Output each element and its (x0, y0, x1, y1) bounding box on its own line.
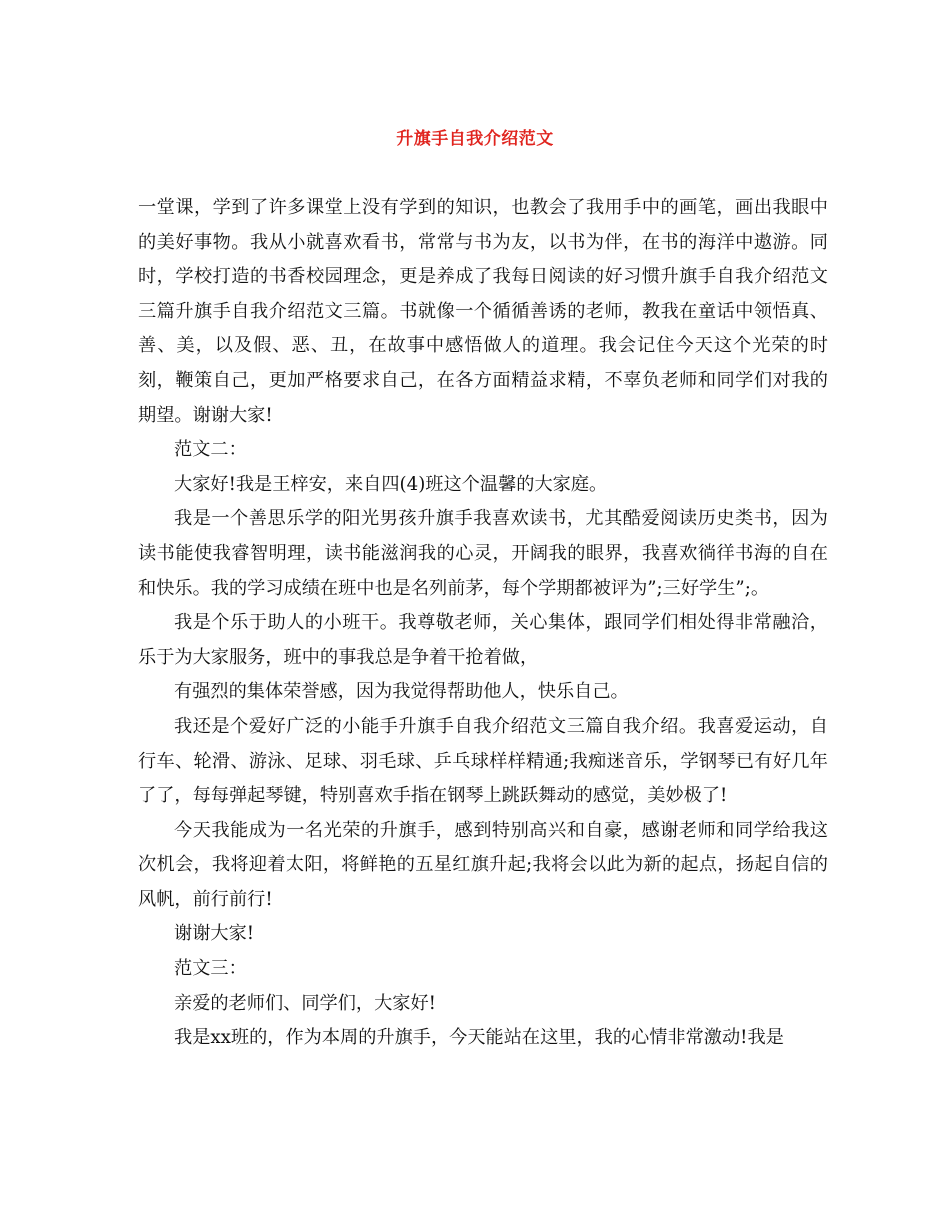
document-body (138, 191, 828, 1056)
paragraph: 谢谢大家! (174, 923, 255, 945)
paragraph: 我是一个善思乐学的阳光男孩升旗手我喜欢读书，尤其酷爱阅读历史类书，因为读书能使我睿智明理，读书能滋润我的心灵，开阔我的眼界，我喜欢徜徉书海的自在和快乐。我的学习成绩在班中也是名列前茅，每个学期都被评为”;三好学生”;。 (138, 508, 828, 599)
document-title: 升旗手自我介绍范文 (396, 129, 554, 149)
paragraph: 范文二： (174, 439, 247, 461)
paragraph: 亲爱的老师们、同学们，大家好! (174, 992, 436, 1014)
paragraph: 有强烈的集体荣誉感，因为我觉得帮助他人，快乐自己。 (174, 681, 629, 703)
paragraph: 今天我能成为一名光荣的升旗手，感到特别高兴和自豪，感谢老师和同学给我这次机会，我将迎着太阳，将鲜艳的五星红旗升起;我将会以此为新的起点，扬起自信的风帆，前行前行! (138, 819, 828, 910)
paragraph: 我是个乐于助人的小班干。我尊敬老师，关心集体，跟同学们相处得非常融洽，乐于为大家服务，班中的事我总是争着干抢着做， (138, 612, 828, 668)
paragraph: 大家好!我是王梓安，来自四(4)班这个温馨的大家庭。 (174, 473, 608, 495)
paragraph: 我还是个爱好广泛的小能手升旗手自我介绍范文三篇自我介绍。我喜爱运动，自行车、轮滑、游泳、足球、羽毛球、乒乓球样样精通;我痴迷音乐，学钢琴已有好几年了了，每每弹起琴键，特别喜欢手指在钢琴上跳跃舞动的感觉，美妙极了! (138, 715, 828, 807)
paragraph: 范文三： (174, 958, 247, 980)
paragraph: 一堂课，学到了许多课堂上没有学到的知识，也教会了我用手中的画笔，画出我眼中的美好事物。我从小就喜欢看书，常常与书为友，以书为伴，在书的海洋中遨游。同时，学校打造的书香校园理念，更是养成了我每日阅读的好习惯升旗手自我介绍范文三篇升旗手自我介绍范文三篇。书就像一个循循善诱的老师，教我在童话中领悟真、善、美，以及假、恶、丑，在故事中感悟做人的道理。我会记住今天这个光荣的时刻，鞭策自己，更加严格要求自己，在各方面精益求精，不辜负老师和同学们对我的期望。谢谢大家! (138, 197, 828, 426)
paragraph: 我是xx班的，作为本周的升旗手，今天能站在这里，我的心情非常激动!我是 (174, 1027, 784, 1049)
